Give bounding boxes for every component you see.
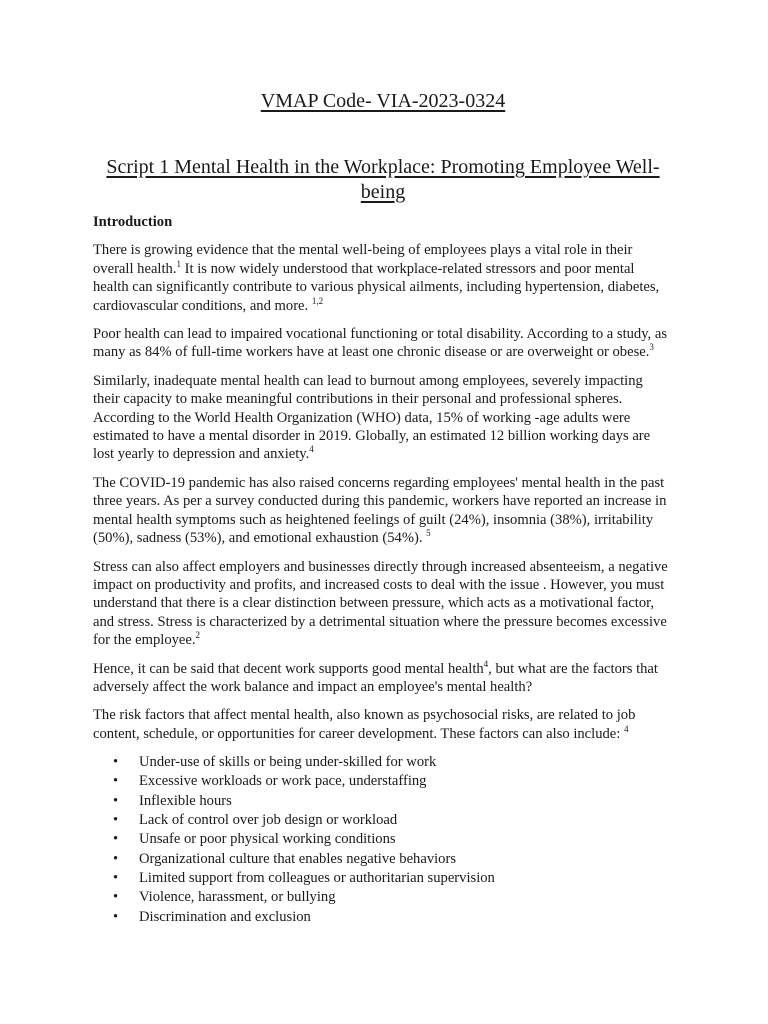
paragraph-list: [93, 241, 673, 743]
body-paragraph: [93, 706, 673, 743]
paragraph-text: It is now widely understood that workplace-related stressors and poor mental health can significantly contribute to various physical ailments, including hypertension, diabetes, cardiovascular conditions, and more.: [93, 260, 660, 314]
paragraph-text: There is growing evidence that the mental well-being of employees plays a vital role in their overall health.: [93, 242, 633, 277]
paragraph-text: Hence, it can be said that decent work supports good mental health: [93, 660, 484, 677]
bullet-icon: •: [113, 889, 119, 906]
bullet-icon: •: [113, 792, 119, 809]
risk-factor-list: [93, 753, 673, 927]
body-paragraph: [93, 660, 673, 697]
risk-factor-text: Organizational culture that enables negative behaviors: [139, 850, 457, 867]
vmap-code-title: VMAP Code- VIA-2023-0324: [260, 90, 506, 112]
bullet-icon: •: [113, 869, 119, 886]
citation-superscript: 4: [624, 723, 629, 734]
risk-factor-item: [113, 772, 673, 791]
risk-factor-text: Inflexible hours: [139, 792, 232, 809]
risk-factor-text: Lack of control over job design or workload: [139, 812, 398, 829]
risk-factor-item: [113, 811, 673, 830]
risk-factor-text: Discrimination and exclusion: [139, 908, 311, 925]
risk-factor-text: Under-use of skills or being under-skilled for work: [139, 754, 437, 771]
body-paragraph: [93, 558, 673, 650]
risk-factor-item: [113, 753, 673, 772]
citation-superscript: 4: [309, 444, 314, 455]
citation-superscript: 1,2: [311, 295, 324, 306]
body-paragraph: [93, 474, 673, 548]
bullet-icon: •: [113, 754, 119, 771]
body-paragraph: [93, 241, 673, 315]
risk-factor-text: Violence, harassment, or bullying: [139, 889, 336, 906]
paragraph-text: Poor health can lead to impaired vocational functioning or total disability. According to a study, as many as 84% of full-time workers have at least one chronic disease or are overweight or obese.: [93, 326, 668, 361]
risk-factor-item: [113, 850, 673, 869]
body-paragraph: [93, 372, 673, 464]
risk-factor-item: [113, 792, 673, 811]
bullet-icon: •: [113, 850, 119, 867]
risk-factor-item: [113, 888, 673, 907]
paragraph-text: The risk factors that affect mental health, also known as psychosocial risks, are related to job content, schedule, or opportunities for career development. These factors can also include:: [93, 707, 636, 742]
citation-superscript: 4: [483, 658, 489, 669]
risk-factor-text: Excessive workloads or work pace, understaffing: [139, 773, 427, 790]
bullet-icon: •: [113, 773, 119, 790]
paragraph-text: , but what are the factors that adversely affect the work balance and impact an employee's mental health?: [93, 660, 658, 695]
risk-factor-item: [113, 908, 673, 927]
citation-superscript: 5: [426, 528, 431, 539]
risk-factor-text: Limited support from colleagues or authoritarian supervision: [139, 869, 495, 886]
bullet-icon: •: [113, 831, 119, 848]
risk-factor-item: [113, 830, 673, 849]
citation-superscript: 2: [195, 630, 201, 641]
script-title: Script 1 Mental Health in the Workplace: Promoting Employee Well-being: [106, 156, 660, 203]
body-paragraph: [93, 325, 673, 362]
document-body: [93, 213, 673, 927]
paragraph-text: The COVID-19 pandemic has also raised concerns regarding employees' mental health in the past three years. As per a survey conducted during this pandemic, workers have reported an increase in mental health symptoms such as heightened feelings of guilt (24%), insomnia (38%), irritability (50%), sadness (53%), and emotional exhaustion (54%).: [93, 474, 667, 547]
citation-superscript: 1: [176, 258, 181, 269]
bullet-icon: •: [113, 812, 119, 829]
risk-factor-text: Unsafe or poor physical working conditions: [139, 831, 396, 848]
bullet-icon: •: [113, 908, 119, 925]
paragraph-text: Stress can also affect employers and businesses directly through increased absenteeism, a negative impact on productivity and profits, and increased costs to deal with the issue . However, you must understand that there is a clear distinction between pressure, which acts as a motivational factor, and stress. Stress is characterized by a detrimental situation where the pressure becomes excessive for the employee.: [93, 558, 668, 649]
risk-factor-item: [113, 869, 673, 888]
citation-superscript: 3: [649, 342, 654, 353]
introduction-heading: Introduction: [93, 214, 173, 230]
paragraph-text: Similarly, inadequate mental health can lead to burnout among employees, severely impacting their capacity to make meaningful contributions in their personal and professional spheres. According to the World Health Organization (WHO) data, 15% of working -age adults were estimated to have a mental disorder in 2019. Globally, an estimated 12 billion working days are lost yearly to depression and anxiety.: [93, 372, 651, 463]
